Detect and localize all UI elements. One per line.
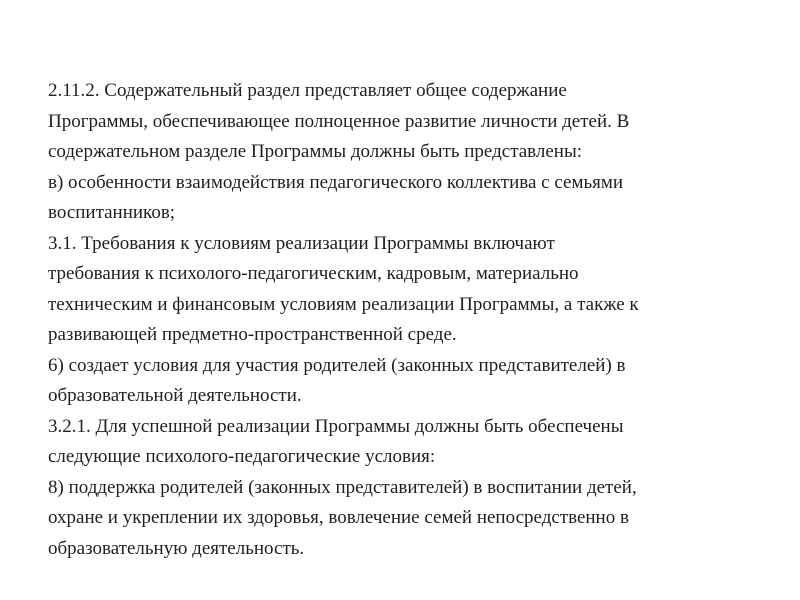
document-text (48, 76, 788, 564)
text-line: 2.11.2. Содержательный раздел представляет общее содержание (48, 80, 567, 101)
text-line: техническим и финансовым условиям реализации Программы, а также к (48, 293, 639, 315)
text-line: развивающей предметно-пространственной среде. (48, 324, 457, 345)
text-line: 3.1. Требования к условиям реализации Программы включают (48, 232, 555, 254)
text-line: охране и укреплении их здоровья, вовлечение семей непосредственно в (48, 507, 629, 528)
text-line: содержательном разделе Программы должны быть представлены: (48, 141, 583, 162)
text-line: 8) поддержка родителей (законных представителей) в воспитании детей, (48, 476, 637, 498)
text-line: следующие психолого-педагогические условия: (48, 446, 436, 467)
text-line: образовательной деятельности. (48, 385, 302, 406)
text-line: требования к психолого-педагогическим, кадровым, материально (48, 263, 579, 284)
text-line: 6) создает условия для участия родителей (законных представителей) в (48, 354, 626, 376)
text-line: в) особенности взаимодействия педагогического коллектива с семьями (48, 171, 624, 193)
text-line: Программы, обеспечивающее полноценное развитие личности детей. В (48, 110, 630, 132)
text-line: воспитанников; (48, 202, 176, 223)
text-line: 3.2.1. Для успешной реализации Программы должны быть обеспечены (48, 415, 624, 437)
text-line: образовательную деятельность. (48, 537, 305, 559)
